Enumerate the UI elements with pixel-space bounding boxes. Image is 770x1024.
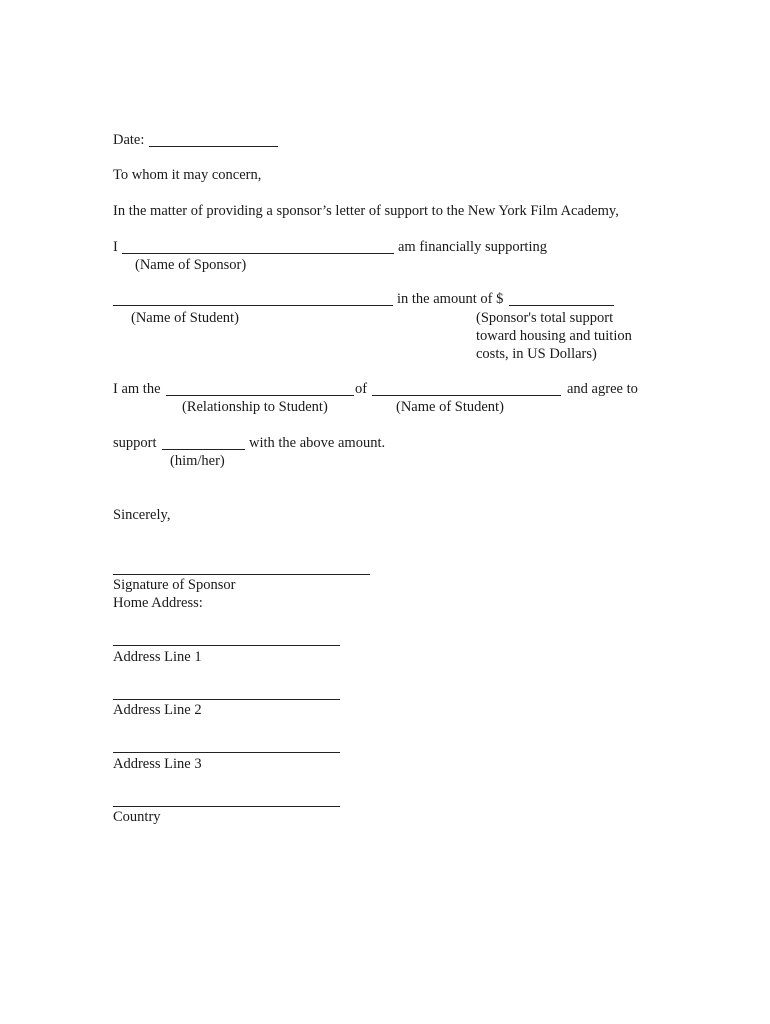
salutation: To whom it may concern, (113, 167, 262, 183)
support-prefix: support (113, 435, 157, 451)
relation-suffix: and agree to (567, 381, 638, 397)
student-name-caption: (Name of Student) (131, 310, 239, 326)
address-line-3-field[interactable] (113, 752, 340, 753)
relation-student-name-field[interactable] (372, 395, 561, 396)
support-suffix: with the above amount. (249, 435, 386, 451)
country-field[interactable] (113, 806, 340, 807)
date-field[interactable] (149, 146, 278, 147)
address-line-1-caption: Address Line 1 (113, 649, 202, 665)
student-name-field[interactable] (113, 305, 393, 306)
pronoun-field[interactable] (162, 449, 245, 450)
sponsor-prefix: I (113, 239, 118, 255)
home-address-label: Home Address: (113, 595, 203, 611)
relationship-field[interactable] (166, 395, 354, 396)
amount-caption-line1: (Sponsor's total support (476, 310, 614, 326)
closing: Sincerely, (113, 507, 171, 523)
intro-text: In the matter of providing a sponsor’s letter of support to the New York Film Academy, (113, 203, 619, 219)
address-line-1-field[interactable] (113, 645, 340, 646)
relation-of: of (355, 381, 368, 397)
amount-field[interactable] (509, 305, 614, 306)
country-caption: Country (113, 809, 161, 825)
amount-prefix: in the amount of $ (397, 291, 504, 307)
relation-student-name-caption: (Name of Student) (396, 399, 504, 415)
address-line-3-caption: Address Line 3 (113, 756, 202, 772)
relationship-caption: (Relationship to Student) (182, 399, 328, 415)
signature-caption: Signature of Sponsor (113, 577, 236, 593)
sponsor-suffix: am financially supporting (398, 239, 547, 255)
amount-caption-line3: costs, in US Dollars) (476, 346, 597, 362)
relation-prefix: I am the (113, 381, 161, 397)
sponsor-name-caption: (Name of Sponsor) (135, 257, 247, 273)
address-line-2-caption: Address Line 2 (113, 702, 202, 718)
amount-caption-line2: toward housing and tuition (476, 328, 632, 344)
sponsor-name-field[interactable] (122, 253, 394, 254)
signature-field[interactable] (113, 574, 370, 575)
address-line-2-field[interactable] (113, 699, 340, 700)
date-label: Date: (113, 132, 145, 148)
pronoun-caption: (him/her) (170, 453, 225, 469)
